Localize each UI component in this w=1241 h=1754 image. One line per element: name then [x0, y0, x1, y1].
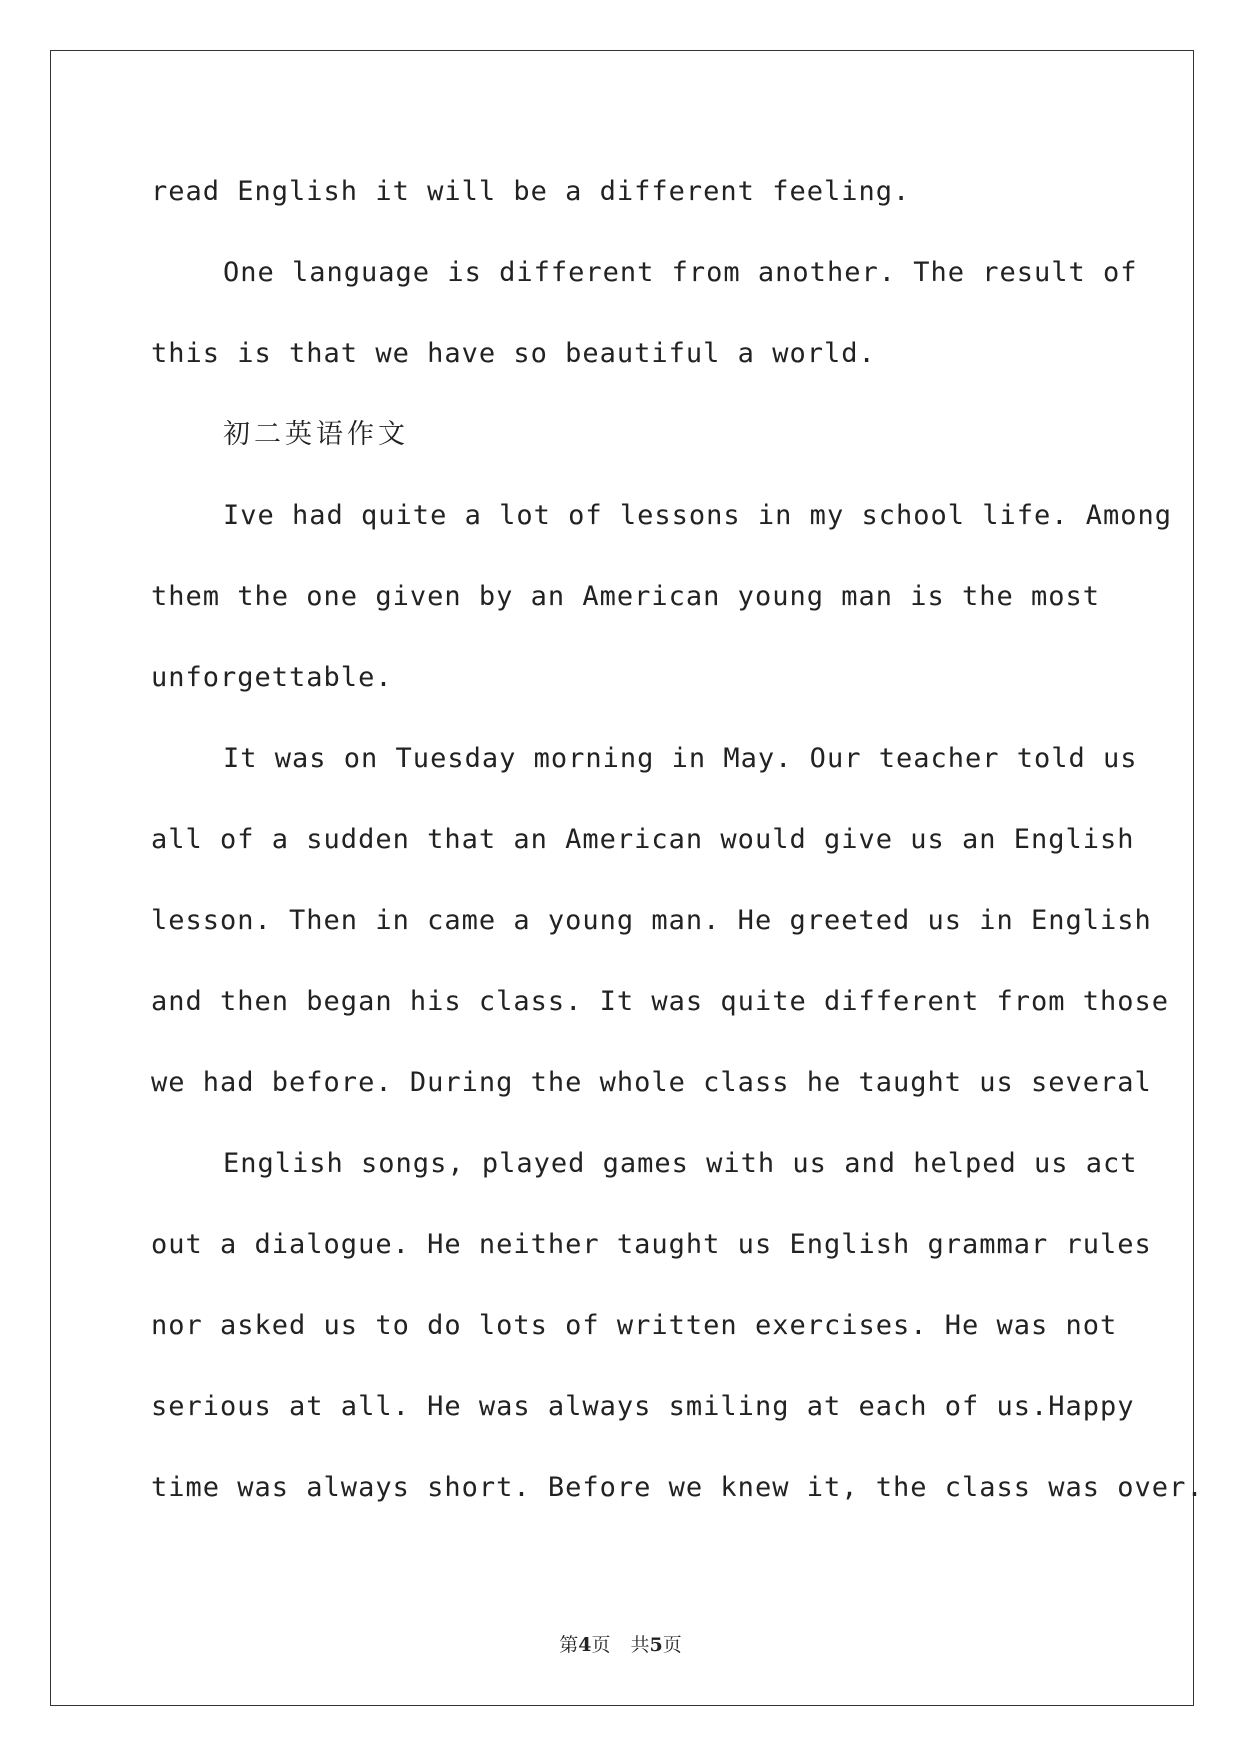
text-line: time was always short. Before we knew it, the class was over.: [151, 1472, 1204, 1503]
page-footer: [0, 1630, 1241, 1657]
total-pages-prefix: 共: [630, 1634, 650, 1656]
text-line: nor asked us to do lots of written exercises. He was not: [151, 1310, 1118, 1341]
text-line: read English it will be a different feeling.: [151, 176, 911, 207]
text-line: unforgettable.: [151, 662, 393, 693]
text-line: out a dialogue. He neither taught us English grammar rules: [151, 1229, 1152, 1260]
text-line: we had before. During the whole class he taught us several: [151, 1067, 1152, 1098]
text-line: and then began his class. It was quite different from those: [151, 986, 1170, 1017]
text-line: all of a sudden that an American would give us an English: [151, 824, 1135, 855]
text-line: them the one given by an American young man is the most: [151, 581, 1101, 612]
page-number: 4: [578, 1634, 592, 1656]
text-line: this is that we have so beautiful a world.: [151, 338, 876, 369]
page-number-suffix: 页: [591, 1634, 611, 1656]
total-pages: 5: [649, 1634, 663, 1656]
paragraph-start-line: One language is different from another. The result of: [223, 257, 1138, 288]
page-border: [50, 50, 1204, 1706]
text-line: serious at all. He was always smiling at each of us.Happy: [151, 1391, 1135, 1422]
paragraph-start-line: Ive had quite a lot of lessons in my school life. Among: [223, 500, 1173, 531]
text-line: lesson. Then in came a young man. He greeted us in English: [151, 905, 1152, 936]
section-heading: 初二英语作文: [223, 419, 409, 450]
total-pages-suffix: 页: [662, 1634, 682, 1656]
paragraph-start-line: It was on Tuesday morning in May. Our teacher told us: [223, 743, 1138, 774]
page-number-prefix: 第: [559, 1634, 579, 1656]
paragraph-start-line: English songs, played games with us and helped us act: [223, 1148, 1138, 1179]
